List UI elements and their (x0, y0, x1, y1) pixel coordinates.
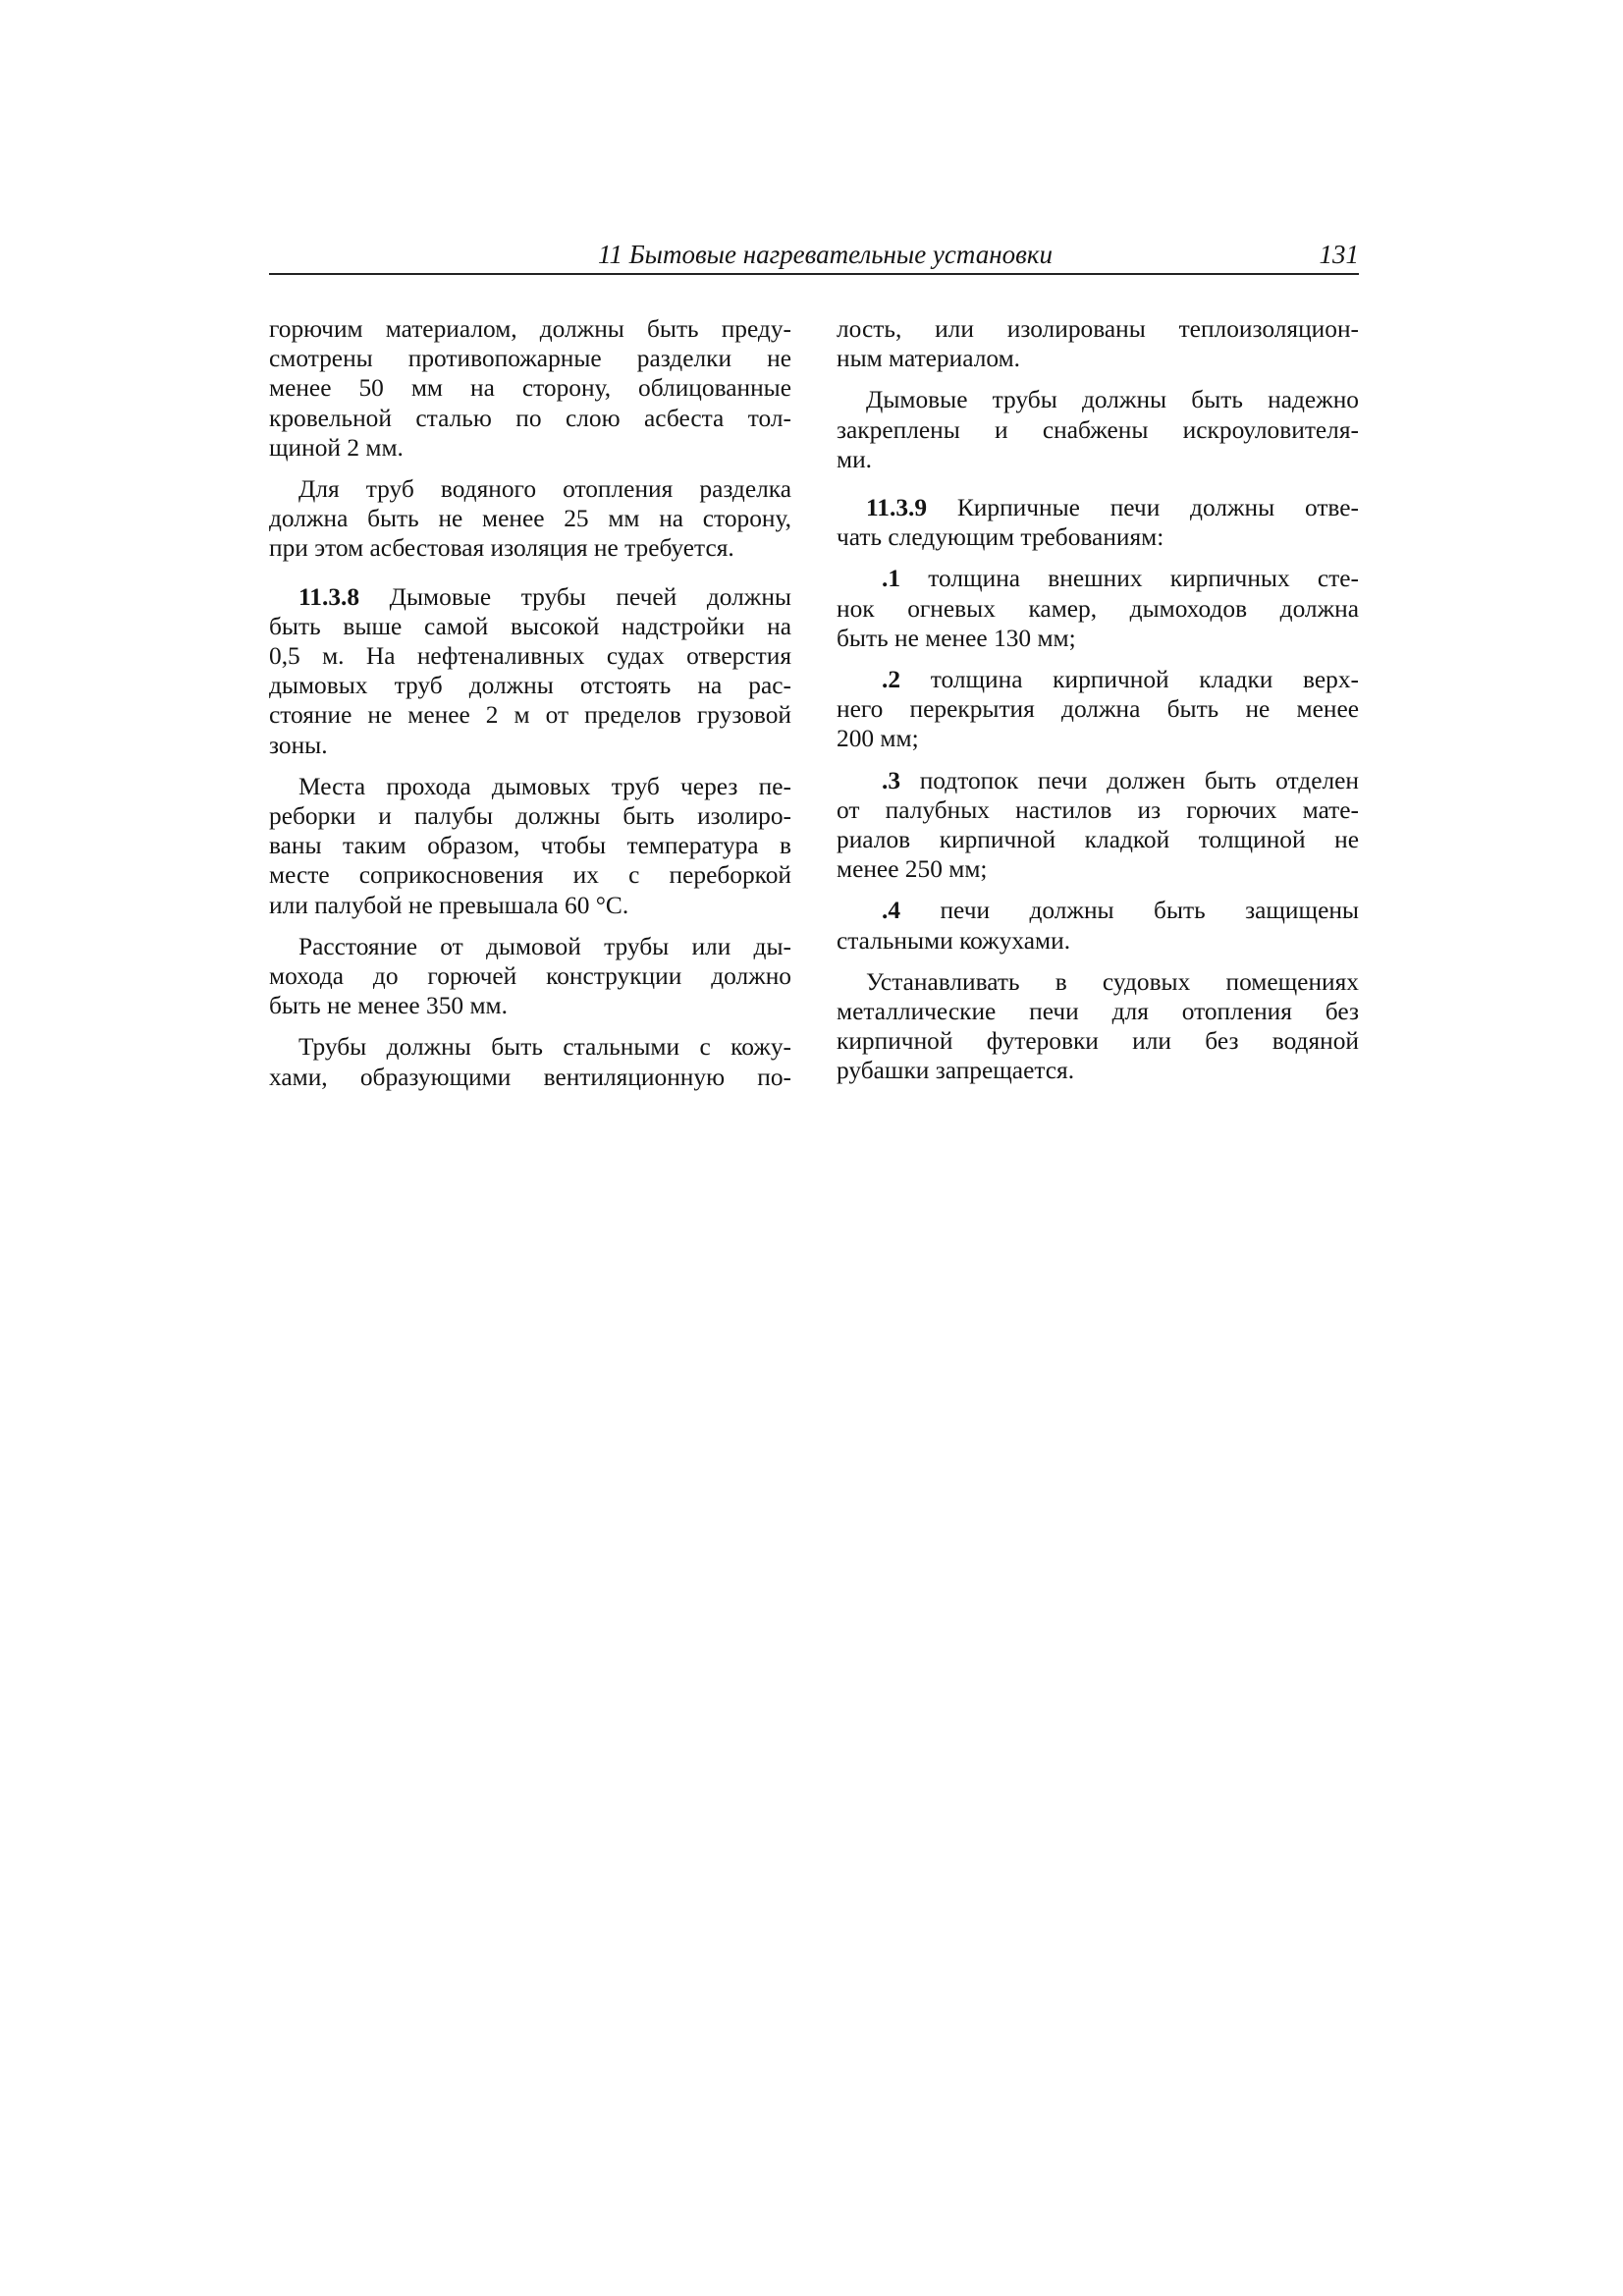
text-line (269, 582, 791, 612)
paragraph (269, 932, 791, 1021)
text-line: зоны. (269, 731, 328, 759)
paragraph (269, 474, 791, 564)
text-line: него перекрытия должна быть не менее (837, 695, 1359, 724)
paragraph (269, 772, 791, 920)
text-line (837, 564, 1359, 593)
text-line: при этом асбестовая изоляция не требуется. (269, 534, 734, 563)
text-line: мохода до горючей конструкции должно (269, 962, 791, 991)
text-line: щиной 2 мм. (269, 433, 404, 462)
text-line: дымовых труб должны отстоять на рас- (269, 672, 791, 700)
text-line (837, 665, 1359, 694)
text-line: быть не менее 350 мм. (269, 992, 508, 1020)
paragraph (269, 314, 791, 463)
clause-11-3-8 (269, 582, 791, 760)
text-line: закреплены и снабжены искроуловителя- (837, 415, 1359, 444)
text-line (837, 896, 1359, 925)
clause-text: Кирпичные печи должны отве- (956, 494, 1359, 522)
text-line: Дымовые трубы должны быть надежно (866, 386, 1359, 414)
text-line: Расстояние от дымовой трубы или ды- (298, 932, 791, 960)
section-title: 11 Бытовые нагревательные установки (598, 240, 1053, 269)
list-item-1 (837, 564, 1359, 653)
text-line: реборки и палубы должны быть изолиро- (269, 802, 791, 831)
item-number: .3 (882, 766, 901, 794)
right-column (837, 314, 1359, 1098)
text-line: ми. (837, 445, 873, 473)
text-line: горючим материалом, должны быть преду- (269, 315, 791, 343)
text-line: кирпичной футеровки или без водяной (837, 1027, 1359, 1056)
item-text: подтопок печи должен быть отделен (919, 766, 1359, 794)
text-line: металлические печи для отопления без (837, 998, 1359, 1026)
text-line: быть выше самой высокой надстройки на (269, 612, 791, 640)
text-line: рубашки запрещается. (837, 1057, 1075, 1085)
item-number: .1 (882, 565, 901, 593)
clause-11-3-9 (837, 493, 1359, 552)
clause-number: 11.3.8 (298, 582, 360, 611)
text-line: от палубных настилов из горючих мате- (837, 795, 1359, 824)
text-line: смотрены противопожарные разделки не (269, 345, 791, 373)
text-line: стояние не менее 2 м от пределов грузовой (269, 701, 791, 730)
text-line: ваны таким образом, чтобы температура в (269, 832, 791, 860)
item-text: толщина внешних кирпичных сте- (928, 565, 1359, 593)
text-line: риалов кирпичной кладкой толщиной не (837, 826, 1359, 854)
paragraph (269, 1032, 791, 1091)
text-line: должна быть не менее 25 мм на сторону, (269, 505, 791, 533)
text-line: или палубой не превышала 60 °С. (269, 891, 629, 919)
list-item-2 (837, 665, 1359, 754)
page-number: 131 (1319, 240, 1359, 269)
clause-number: 11.3.9 (866, 494, 928, 522)
text-line: менее 50 мм на сторону, облицованные (269, 374, 791, 403)
item-text: печи должны быть защищены (940, 897, 1359, 925)
paragraph (837, 967, 1359, 1086)
list-item-4 (837, 896, 1359, 955)
text-line: Для труб водяного отопления разделка (298, 475, 791, 504)
item-text: толщина кирпичной кладки верх- (930, 666, 1359, 694)
text-line (837, 493, 1359, 522)
paragraph (837, 385, 1359, 474)
text-line: быть не менее 130 мм; (837, 624, 1076, 652)
text-line: 0,5 м. На нефтеналивных судах отверстия (269, 642, 791, 671)
text-line: стальными кожухами. (837, 926, 1071, 955)
paragraph (837, 314, 1359, 373)
text-line: Устанавливать в судовых помещениях (866, 967, 1359, 996)
text-line: ным материалом. (837, 345, 1021, 373)
running-header (269, 240, 1359, 275)
text-line: хами, образующими вентиляционную по- (269, 1063, 791, 1091)
text-line (837, 766, 1359, 795)
left-column (269, 314, 791, 1104)
item-number: .4 (882, 897, 901, 925)
text-line: лость, или изолированы теплоизоляцион- (837, 315, 1359, 343)
clause-text: Дымовые трубы печей должны (389, 582, 791, 611)
text-line: нок огневых камер, дымоходов должна (837, 594, 1359, 623)
text-line: менее 250 мм; (837, 855, 988, 884)
text-line: чать следующим требованиям: (837, 523, 1164, 552)
list-item-3 (837, 766, 1359, 885)
text-line: месте соприкосновения их с переборкой (269, 861, 791, 890)
text-line: 200 мм; (837, 725, 919, 753)
item-number: .2 (882, 666, 901, 694)
text-line: Места прохода дымовых труб через пе- (298, 772, 791, 800)
text-line: Трубы должны быть стальными с кожу- (298, 1033, 791, 1062)
text-line: кровельной сталью по слою асбеста тол- (269, 404, 791, 432)
